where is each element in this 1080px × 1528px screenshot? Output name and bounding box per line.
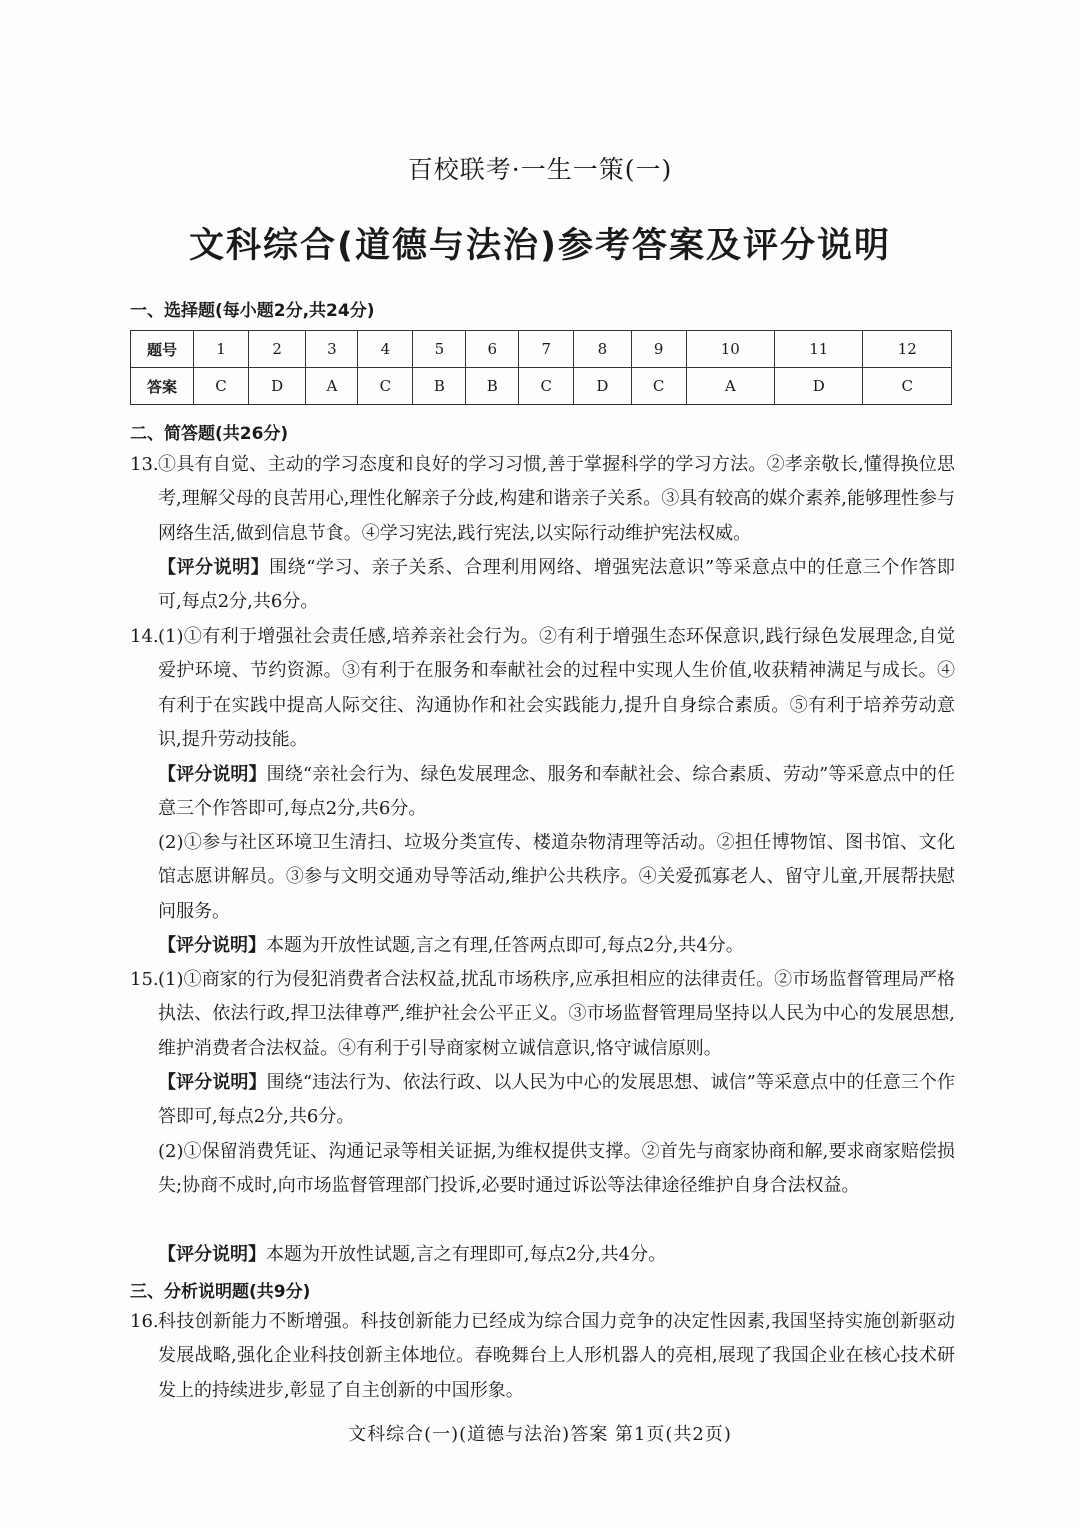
question-16	[130, 1305, 955, 1408]
q14-part1-scoring-note	[158, 758, 955, 827]
question-number-cell: 6	[466, 331, 519, 368]
question-number: 16.	[130, 1311, 159, 1332]
question-number-cell: 4	[358, 331, 413, 368]
question-number-cell: 8	[574, 331, 631, 368]
question-number: 13.	[130, 454, 159, 475]
scoring-note-tag: 【评分说明】	[158, 935, 266, 956]
question-number-cell: 9	[631, 331, 686, 368]
scoring-note-text: 本题为开放性试题,言之有理,任答两点即可,每点2分,共4分。	[266, 935, 744, 956]
question-number: 14.	[130, 626, 159, 647]
row-label-answer: 答案	[131, 368, 194, 405]
answer-cell: B	[466, 368, 519, 405]
answer-cell: C	[863, 368, 952, 405]
q15-part1-scoring-note	[158, 1066, 955, 1135]
scoring-note-text: 本题为开放性试题,言之有理即可,每点2分,共4分。	[266, 1244, 667, 1265]
multiple-choice-answer-table	[130, 330, 952, 405]
answer-cell: D	[775, 368, 863, 405]
question-number-cell: 3	[306, 331, 358, 368]
scoring-note-tag: 【评分说明】	[158, 764, 267, 785]
question-15-part-1: (1)①商家的行为侵犯消费者合法权益,扰乱市场秩序,应承担相应的法律责任。②市场监督管理局严格执法、依法行政,捍卫法律尊严,维护社会公平正义。③市场监督管理局坚持以人民为中心的发展思想,维护消费者合法权益。④有利于引导商家树立诚信意识,恪守诚信原则。	[158, 969, 955, 1059]
answer-cell: D	[248, 368, 305, 405]
scoring-note-text: 围绕“违法行为、依法行政、以人民为中心的发展思想、诚信”等采意点中的任意三个作答即可,每点2分,共6分。	[158, 1072, 956, 1128]
answer-cell: A	[306, 368, 358, 405]
question-13-answer: ①具有自觉、主动的学习态度和良好的学习习惯,善于掌握科学的学习方法。②孝亲敬长,懂得换位思考,理解父母的良苦用心,理性化解亲子分歧,构建和谐亲子关系。③具有较高的媒介素养,能够理性参与网络生活,做到信息节食。④学习宪法,践行宪法,以实际行动维护宪法权威。	[158, 454, 955, 544]
question-number-cell: 5	[413, 331, 466, 368]
question-14-part-1: (1)①有利于增强社会责任感,培养亲社会行为。②有利于增强生态环保意识,践行绿色发展理念,自觉爱护环境、节约资源。③有利于在服务和奉献社会的过程中实现人生价值,收获精神满足与成长。④有利于在实践中提高人际交往、沟通协作和社会实践能力,提升自身综合素质。⑤有利于培养劳动意识,提升劳动技能。	[158, 626, 955, 750]
answer-cell: C	[194, 368, 249, 405]
q14-part2-scoring-note	[158, 929, 955, 963]
question-number-cell: 10	[686, 331, 774, 368]
scoring-note-text: 围绕“亲社会行为、绿色发展理念、服务和奉献社会、综合素质、劳动”等采意点中的任意三个作答即可,每点2分,共6分。	[158, 764, 956, 820]
exam-series-subtitle: 百校联考·一生一策(一)	[407, 155, 673, 184]
question-14-part-2: (2)①参与社区环境卫生清扫、垃圾分类宣传、楼道杂物清理等活动。②担任博物馆、图书馆、文化馆志愿讲解员。③参与文明交通劝导等活动,维护公共秩序。④关爱孤寡老人、留守儿童,开展帮扶慰问服务。	[158, 832, 955, 922]
answer-cell: A	[686, 368, 774, 405]
question-13	[130, 448, 955, 551]
section-3-heading: 三、分析说明题(共9分)	[130, 1282, 311, 1302]
question-number-cell: 7	[519, 331, 574, 368]
answer-cell: B	[413, 368, 466, 405]
scoring-note-text: 围绕“学习、亲子关系、合理利用网络、增强宪法意识”等采意点中的任意三个作答即可,每点2分,共6分。	[158, 557, 955, 613]
scoring-note-tag: 【评分说明】	[158, 1244, 266, 1265]
question-number-row	[131, 331, 952, 368]
answer-row	[131, 368, 952, 405]
section-2-heading: 二、简答题(共26分)	[130, 424, 289, 444]
question-number-cell: 2	[248, 331, 305, 368]
answer-cell: C	[358, 368, 413, 405]
q15-part2-scoring-note	[158, 1238, 955, 1272]
answer-cell: D	[574, 368, 631, 405]
page-footer: 文科综合(一)(道德与法治)答案 第1页(共2页)	[348, 1424, 732, 1445]
question-number: 15.	[130, 969, 159, 990]
section-1-heading: 一、选择题(每小题2分,共24分)	[130, 301, 375, 321]
question-number-cell: 11	[775, 331, 863, 368]
q13-scoring-note	[158, 551, 955, 620]
question-number-cell: 1	[194, 331, 249, 368]
question-16-answer: 科技创新能力不断增强。科技创新能力已经成为综合国力竞争的决定性因素,我国坚持实施创新驱动发展战略,强化企业科技创新主体地位。春晚舞台上人形机器人的亮相,展现了我国企业在核心技术研发上的持续进步,彰显了自主创新的中国形象。	[158, 1311, 955, 1401]
page-title: 文科综合(道德与法治)参考答案及评分说明	[189, 226, 891, 266]
question-number-cell: 12	[863, 331, 952, 368]
scoring-note-tag: 【评分说明】	[158, 1072, 267, 1093]
scoring-note-tag: 【评分说明】	[158, 557, 270, 578]
question-14	[130, 620, 955, 757]
question-15	[130, 963, 955, 1066]
answer-cell: C	[631, 368, 686, 405]
row-label-question-number: 题号	[131, 331, 194, 368]
question-15-part-2: (2)①保留消费凭证、沟通记录等相关证据,为维权提供支撑。②首先与商家协商和解,要求商家赔偿损失;协商不成时,向市场监督管理部门投诉,必要时通过诉讼等法律途径维护自身合法权益。	[158, 1141, 955, 1197]
answer-cell: C	[519, 368, 574, 405]
